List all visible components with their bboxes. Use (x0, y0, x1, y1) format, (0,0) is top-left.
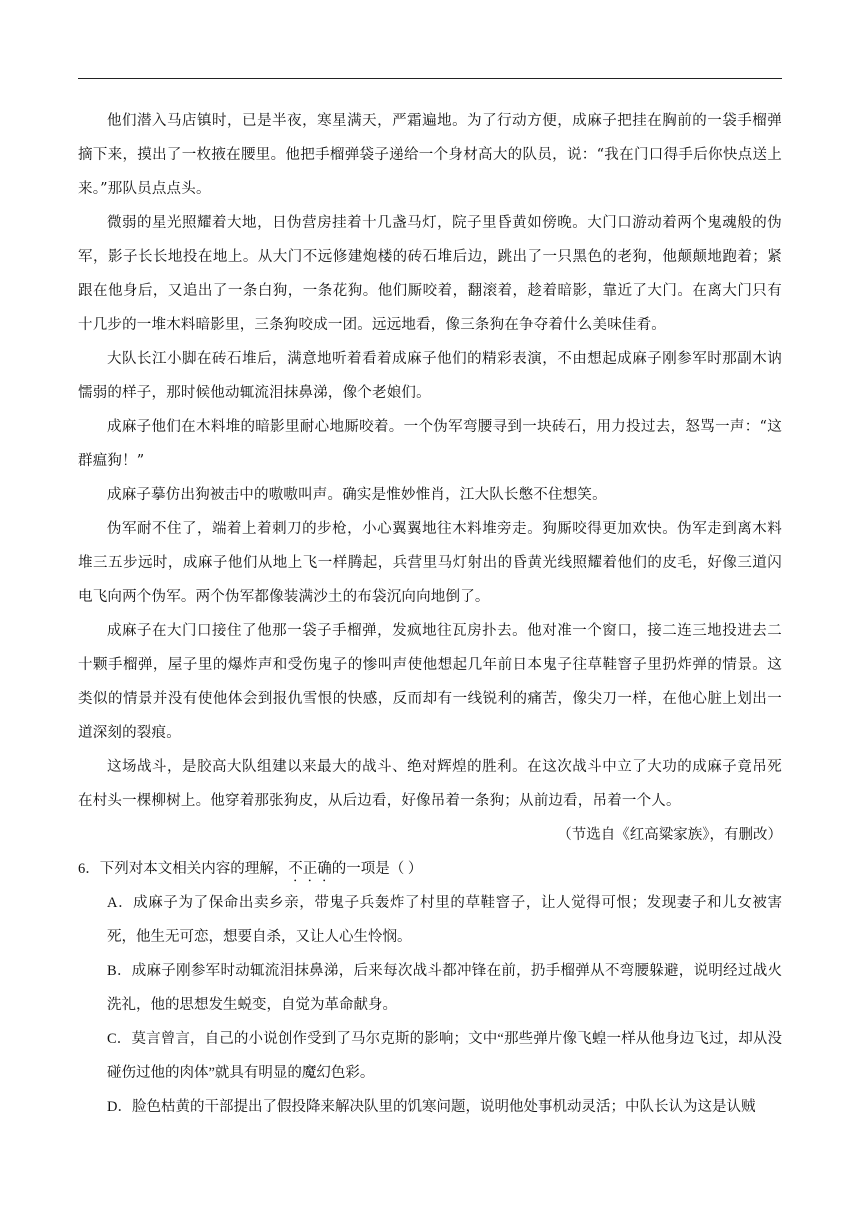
options-list (78, 886, 782, 1124)
paragraph-2: 微弱的星光照耀着大地，日伪营房挂着十几盏马灯，院子里昏黄如傍晚。大门口游动着两个鬼魂般的伪军，影子长长地投在地上。从大门不远修建炮楼的砖石堆后边，跳出了一只黑色的老狗，他颠颠地跑着；紧跟在他身后，又追出了一条白狗，一条花狗。他们厮咬着，翻滚着，趁着暗影，靠近了大门。在离大门只有十几步的一堆木料暗影里，三条狗咬成一团。远远地看，像三条狗在争夺着什么美味佳肴。 (78, 215, 782, 333)
paragraph-5: 成麻子摹仿出狗被击中的嗷嗷叫声。确实是惟妙惟肖，江大队长憋不住想笑。 (107, 487, 607, 503)
question-emphasis: 不正确 (288, 861, 332, 877)
paragraph-1: 他们潜入马店镇时，已是半夜，寒星满天，严霜遍地。为了行动方便，成麻子把挂在胸前的一袋手榴弹摘下来，摸出了一枚掖在腰里。他把手榴弹袋子递给一个身材高大的队员，说：“我在门口得手后你快点送上来。”那队员点点头。 (78, 113, 782, 197)
document-body (78, 104, 782, 1124)
paragraph-3: 大队长江小脚在砖石堆后，满意地听着看着成麻子他们的精彩表演，不由想起成麻子刚参军时那副木讷懦弱的样子，那时候他动辄流泪抹鼻涕，像个老娘们。 (78, 351, 782, 401)
paragraph-6: 伪军耐不住了，端着上着刺刀的步枪，小心翼翼地往木料堆旁走。狗厮咬得更加欢快。伪军走到离木料堆三五步远时，成麻子他们从地上飞一样腾起，兵营里马灯射出的昏黄光线照耀着他们的皮毛，好像三道闪电飞向两个伪军。两个伪军都像装满沙土的布袋沉向向地倒了。 (78, 521, 782, 605)
question-prefix: 6．下列对本文相关内容的理解， (78, 861, 289, 877)
option-c: C．莫言曾言，自己的小说创作受到了马尔克斯的影响；文中“那些弹片像飞蝗一样从他身边飞过，却从没碰伤过他的肉体”就具有明显的魔幻色彩。 (107, 1031, 782, 1081)
paragraph-4: 成麻子他们在木料堆的暗影里耐心地厮咬着。一个伪军弯腰寻到一块砖石，用力投过去，怒骂一声：“这群瘟狗！” (78, 419, 782, 469)
option-b: B．成麻子刚参军时动辄流泪抹鼻涕，后来每次战斗都冲锋在前，扔手榴弹从不弯腰躲避，说明经过战火洗礼，他的思想发生蜕变，自觉为革命献身。 (107, 963, 782, 1013)
option-a: A．成麻子为了保命出卖乡亲，带鬼子兵轰炸了村里的草鞋窨子，让人觉得可恨；发现妻子和儿女被害死，他生无可恋，想要自杀，又让人心生怜悯。 (107, 895, 782, 945)
question-suffix: 的一项是（ ） (331, 861, 423, 877)
header-rule (78, 78, 782, 79)
paragraph-7: 成麻子在大门口接住了他那一袋子手榴弹，发疯地往瓦房扑去。他对准一个窗口，接二连三地投进去二十颗手榴弹，屋子里的爆炸声和受伤鬼子的惨叫声使他想起几年前日本鬼子往草鞋窨子里扔炸弹的情景。这类似的情景并没有使他体会到报仇雪恨的快感，反而却有一线锐利的痛苦，像尖刀一样，在他心脏上划出一道深刻的裂痕。 (78, 623, 782, 741)
option-d: D．脸色枯黄的干部提出了假投降来解决队里的饥寒问题，说明他处事机动灵活；中队长认为这是认贼 (107, 1099, 756, 1115)
question-stem (78, 852, 782, 886)
paragraph-8: 这场战斗，是胶高大队组建以来最大的战斗、绝对辉煌的胜利。在这次战斗中立了大功的成麻子竟吊死在村头一棵柳树上。他穿着那张狗皮，从后边看，好像吊着一条狗；从前边看，吊着一个人。 (78, 759, 782, 809)
source-citation: （节选自《红高粱家族》，有删改） (557, 827, 782, 843)
